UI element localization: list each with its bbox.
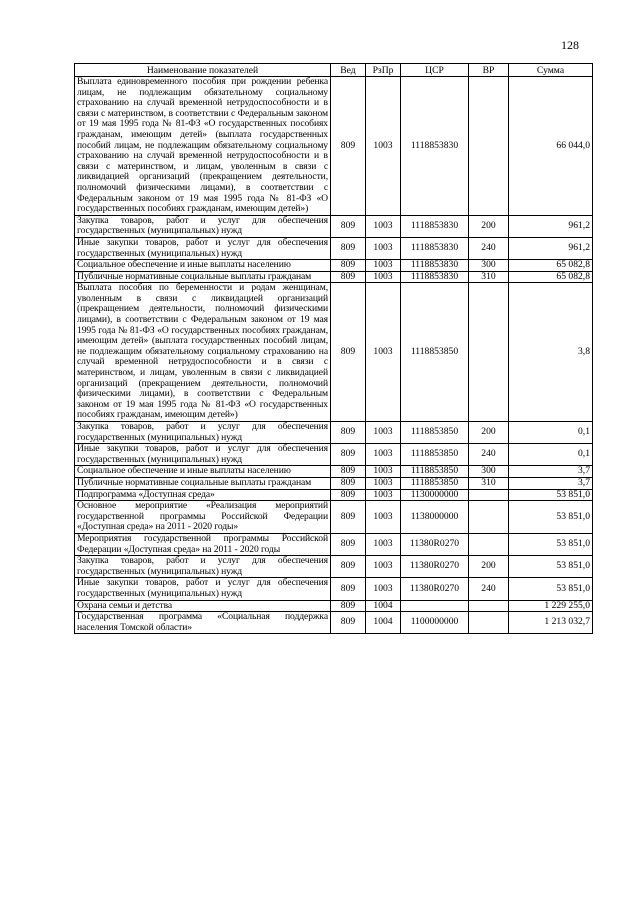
cell-name: Основное мероприятие «Реализация мероприятий государственной программы Российской Федерации «Доступная среда» на 2011 - 2020 годы» [75,501,331,534]
cell-ved: 809 [331,77,366,216]
cell-rzpr: 1003 [366,489,401,501]
cell-name: Иные закупки товаров, работ и услуг для обеспечения государственных (муниципальных) нужд [75,578,331,600]
cell-rzpr: 1003 [366,556,401,578]
cell-ved: 809 [331,600,366,612]
cell-name: Закупка товаров, работ и услуг для обеспечения государственных (муниципальных) нужд [75,556,331,578]
cell-csr [401,600,469,612]
cell-rzpr: 1003 [366,444,401,466]
cell-ved: 809 [331,283,366,422]
cell-csr: 11380R0270 [401,578,469,600]
cell-sum: 1 213 032,7 [509,612,593,634]
cell-name: Подпрограмма «Доступная среда» [75,489,331,501]
cell-vr [469,600,509,612]
cell-vr: 240 [469,444,509,466]
cell-sum: 0,1 [509,422,593,444]
table-row [75,283,593,422]
cell-vr: 200 [469,556,509,578]
cell-vr: 300 [469,466,509,478]
cell-sum: 3,7 [509,477,593,489]
cell-name: Иные закупки товаров, работ и услуг для обеспечения государственных (муниципальных) нужд [75,237,331,259]
table-row [75,237,593,259]
cell-rzpr: 1003 [366,501,401,534]
cell-csr: 1118853830 [401,215,469,237]
table-body [75,77,593,634]
cell-sum: 3,8 [509,283,593,422]
header-vr: ВР [469,64,509,77]
cell-vr: 240 [469,578,509,600]
table-row [75,260,593,272]
cell-sum: 65 082,8 [509,271,593,283]
cell-csr: 1118853830 [401,260,469,272]
cell-sum: 53 851,0 [509,578,593,600]
cell-name: Социальное обеспечение и иные выплаты населению [75,260,331,272]
cell-ved: 809 [331,477,366,489]
table-row [75,444,593,466]
cell-name: Государственная программа «Социальная поддержка населения Томской области» [75,612,331,634]
cell-vr [469,612,509,634]
cell-sum: 3,7 [509,466,593,478]
table-row [75,477,593,489]
header-ved: Вед [331,64,366,77]
cell-vr [469,77,509,216]
cell-vr [469,283,509,422]
cell-csr: 1118853850 [401,422,469,444]
cell-rzpr: 1004 [366,600,401,612]
cell-sum: 53 851,0 [509,556,593,578]
cell-rzpr: 1003 [366,283,401,422]
cell-name: Закупка товаров, работ и услуг для обеспечения государственных (муниципальных) нужд [75,215,331,237]
cell-vr [469,533,509,555]
table-header [75,64,593,77]
cell-ved: 809 [331,422,366,444]
cell-name: Выплата пособия по беременности и родам женщинам, уволенным в связи с ликвидацией организаций (прекращением деятельности, полномочий физическими лицами), в соответствии с Федеральным законом от 19 мая 1995 года № 81-ФЗ «О государственных пособиях гражданам, имеющим детей» (выплата государственных пособий лицам, не подлежащим обязательному социальному страхованию на случай временной нетрудоспособности и в связи с материнством, и лицам, уволенным в связи с ликвидацией организаций (прекращением деятельности, полномочий физическими лицами), в соответствии с Федеральным законом от 19 мая 1995 года № 81-ФЗ «О государственных пособиях гражданам, имеющим детей») [75,283,331,422]
cell-name: Иные закупки товаров, работ и услуг для обеспечения государственных (муниципальных) нужд [75,444,331,466]
table-row [75,533,593,555]
cell-sum: 961,2 [509,215,593,237]
table-row [75,271,593,283]
cell-ved: 809 [331,556,366,578]
cell-sum: 53 851,0 [509,489,593,501]
cell-ved: 809 [331,466,366,478]
cell-vr: 310 [469,477,509,489]
cell-name: Мероприятия государственной программы Российской Федерации «Доступная среда» на 2011 - 2020 годы [75,533,331,555]
cell-ved: 809 [331,271,366,283]
cell-ved: 809 [331,533,366,555]
cell-csr: 1118853850 [401,477,469,489]
header-csr: ЦСР [401,64,469,77]
cell-rzpr: 1003 [366,271,401,283]
cell-sum: 66 044,0 [509,77,593,216]
header-rzpr: РзПр [366,64,401,77]
cell-ved: 809 [331,501,366,534]
cell-rzpr: 1004 [366,612,401,634]
cell-csr: 1118853850 [401,444,469,466]
cell-csr: 11380R0270 [401,533,469,555]
cell-name: Охрана семьи и детства [75,600,331,612]
cell-ved: 809 [331,260,366,272]
cell-sum: 1 229 255,0 [509,600,593,612]
budget-table [74,63,593,634]
cell-vr: 300 [469,260,509,272]
cell-ved: 809 [331,612,366,634]
cell-csr: 1138000000 [401,501,469,534]
cell-csr: 1118853850 [401,283,469,422]
cell-rzpr: 1003 [366,77,401,216]
cell-rzpr: 1003 [366,477,401,489]
cell-rzpr: 1003 [366,237,401,259]
cell-vr: 200 [469,422,509,444]
cell-rzpr: 1003 [366,260,401,272]
table-row [75,466,593,478]
cell-csr: 1130000000 [401,489,469,501]
cell-csr: 1118853850 [401,466,469,478]
cell-sum: 65 082,8 [509,260,593,272]
cell-csr: 1118853830 [401,77,469,216]
cell-ved: 809 [331,444,366,466]
cell-vr [469,489,509,501]
cell-ved: 809 [331,237,366,259]
cell-ved: 809 [331,215,366,237]
cell-sum: 961,2 [509,237,593,259]
cell-rzpr: 1003 [366,533,401,555]
cell-vr [469,501,509,534]
cell-name: Социальное обеспечение и иные выплаты населению [75,466,331,478]
cell-sum: 53 851,0 [509,501,593,534]
header-name: Наименование показателей [75,64,331,77]
cell-vr: 200 [469,215,509,237]
table-row [75,556,593,578]
cell-name: Публичные нормативные социальные выплаты гражданам [75,271,331,283]
cell-name: Закупка товаров, работ и услуг для обеспечения государственных (муниципальных) нужд [75,422,331,444]
table-row [75,600,593,612]
table-row [75,77,593,216]
cell-csr: 1118853830 [401,271,469,283]
table-row [75,215,593,237]
table-row [75,501,593,534]
cell-ved: 809 [331,489,366,501]
cell-rzpr: 1003 [366,466,401,478]
cell-csr: 1118853830 [401,237,469,259]
cell-csr: 11380R0270 [401,556,469,578]
cell-sum: 0,1 [509,444,593,466]
table-row [75,578,593,600]
table-row [75,489,593,501]
cell-rzpr: 1003 [366,422,401,444]
header-row [75,64,593,77]
table-row [75,422,593,444]
cell-vr: 310 [469,271,509,283]
cell-ved: 809 [331,578,366,600]
cell-name: Публичные нормативные социальные выплаты гражданам [75,477,331,489]
cell-rzpr: 1003 [366,215,401,237]
header-sum: Сумма [509,64,593,77]
cell-sum: 53 851,0 [509,533,593,555]
cell-csr: 1100000000 [401,612,469,634]
page-number: 128 [561,38,579,52]
cell-name: Выплата единовременного пособия при рождении ребенка лицам, не подлежащим обязательному социальному страхованию на случай временной нетрудоспособности и в связи с материнством, в соответствии с Федеральным законом от 19 мая 1995 года № 81-ФЗ «О государственных пособиях гражданам, имеющим детей» (выплата государственных пособий лицам, не подлежащим обязательному социальному страхованию на случай временной нетрудоспособности и в связи с материнством, и лицам, уволенным в связи с ликвидацией организаций (прекращением деятельности, полномочий физическими лицами), в соответствии с Федеральным законом от 19 мая 1995 года № 81-ФЗ «О государственных пособиях гражданам, имеющим детей») [75,77,331,216]
cell-vr: 240 [469,237,509,259]
table-row [75,612,593,634]
cell-rzpr: 1003 [366,578,401,600]
